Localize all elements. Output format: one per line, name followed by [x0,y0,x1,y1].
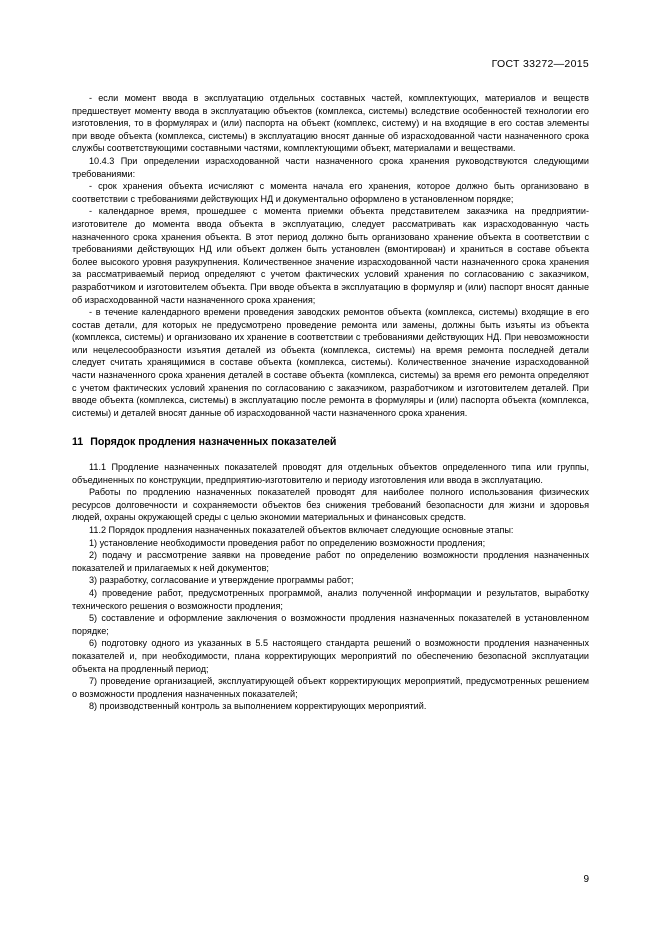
list-item: 6) подготовку одного из указанных в 5.5 настоящего стандарта решений о возможности продления назначенных показателей и, при необходимости, плана корректирующих мероприятий по обеспечению безопасной эксплуатации объекта на продленный период; [72,638,589,674]
page-number: 9 [583,874,589,885]
paragraph: 11.2 Порядок продления назначенных показателей объектов включает следующие основные этапы: [89,525,514,535]
paragraph: - срок хранения объекта исчисляют с момента начала его хранения, которое должно быть организовано в соответствии с требованиями действующих НД и документально оформлено в установленном порядке; [72,181,589,204]
section-number: 11 [72,436,84,449]
paragraph: - если момент ввода в эксплуатацию отдельных составных частей, комплектующих, материалов и веществ предшествует моменту ввода в эксплуатацию объектов (комплекса, системы) вследствие особенностей технологии его изготовления, то в формулярах и (или) паспорта на объект (комплекс, систему) и на входящие в его состав элементы при вводе объекта (комплекса, системы) в эксплуатацию вносят данные об израсходованной части назначенного срока службы соответствующими составными частями, комплектующими объект, материалами и веществами. [72,93,589,154]
section-heading [72,436,589,449]
list-item: 8) производственный контроль за выполнением корректирующих мероприятий. [89,701,427,712]
paragraph: 11.1 Продление назначенных показателей проводят для отдельных объектов определенного типа или группы, объединенных по конструкции, предприятию-изготовителю и периоду изготовления или ввода в эксплуатацию. [72,462,589,485]
paragraph: 10.4.3 При определении израсходованной части назначенного срока хранения руководствуются следующими требованиями: [72,155,589,179]
list-item: 7) проведение организацией, эксплуатирующей объект корректирующих мероприятий, предусмотренных решением о возможности продления назначенных показателей; [72,676,589,699]
list-item: 2) подачу и рассмотрение заявки на проведение работ по определению возможности продления назначенных показателей и прилагаемых к ней документов; [72,550,589,573]
section-title-text: Порядок продления назначенных показателей [90,436,337,449]
paragraph: Работы по продлению назначенных показателей проводят для наиболее полного использования физических ресурсов долговечности и сохраняемости объектов без снижения требований безопасности для жизни и здоровья людей, охраны окружающей среды с целью экономии материальных и финансовых средств. [72,487,589,523]
document-body [72,92,589,713]
list-item: 5) составление и оформление заключения о возможности продления назначенных показателей в установленном порядке; [72,613,589,636]
page-header [72,58,589,70]
list-item: 3) разработку, согласование и утверждение программы работ; [89,575,354,586]
list-item: 4) проведение работ, предусмотренных программой, анализ полученной информации и результатов, выработку технического решения о возможности продления; [72,587,589,611]
standard-designation: ГОСТ 33272—2015 [491,58,589,70]
list-item: 1) установление необходимости проведения работ по определению возможности продления; [89,537,486,548]
paragraph: - в течение календарного времени проведения заводских ремонтов объекта (комплекса, системы) входящие в его состав детали, для которых не предусмотрено проведение ремонта или замены, должны быть изъяты из объекта (комплекса, системы) и организовано их хранение в соответствии с требованиями действующих НД. При невозможности или нецелесообразности изъятия деталей из объекта (комплекса, системы) на время ремонта последней детали следует считать хранящимися в составе объекта (комплекса, системы). Количественное значение израсходованной части назначенного срока хранения деталей в составе объекта (комплекса, системы) за время его ремонта определяют с учетом фактических условий хранения по согласованию с заказчиком, разработчиком и изготовителем деталей. При вводе объекта (комплекса, системы) в эксплуатацию после ремонта в формуляры и (или) паспорта объекта (комплекса, системы) и деталей вносят данные об израсходованной части назначенного срока хранения. [72,307,589,418]
paragraph: - календарное время, прошедшее с момента приемки объекта представителем заказчика на предприятии-изготовителе до момента ввода объекта в эксплуатацию, следует рассматривать как израсходованную часть назначенного срока хранения объекта. В этот период должно быть организовано хранение объекта в соответствии с требованиями действующих НД или объект должен быть установлен (вмонтирован) и храниться в составе объекта более высокого уровня разукрупнения. Количественное значение израсходованной части назначенного срока хранения за рассматриваемый период определяют с учетом фактических условий хранения по согласованию с заказчиком, разработчиком и изготовителем объекта. При вводе объекта в эксплуатацию в формуляр и (или) паспорт вносят данные об израсходованной части назначенного срока хранения; [72,206,589,305]
